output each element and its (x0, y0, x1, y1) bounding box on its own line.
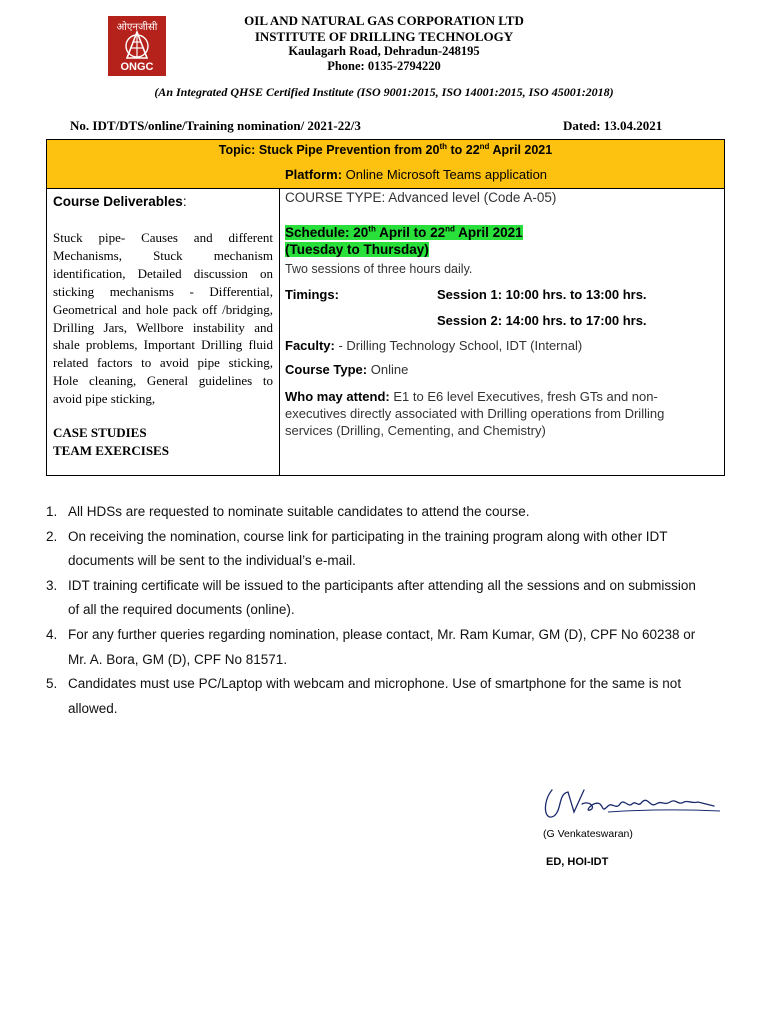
list-item (46, 672, 696, 721)
schedule-sup-1: th (368, 224, 376, 233)
schedule-prefix: Schedule: 20 (285, 224, 369, 240)
list-item-number: 4. (46, 626, 58, 642)
faculty-label: Faculty: (285, 338, 335, 353)
topic-mid: to 22 (447, 143, 480, 158)
topic-sup-2: nd (479, 142, 490, 151)
who-label: Who may attend: (285, 389, 390, 404)
course-table (46, 139, 725, 476)
platform-line (285, 167, 547, 182)
case-studies: CASE STUDIES (53, 425, 147, 440)
list-item-number: 5. (46, 676, 58, 692)
topic-band (47, 140, 724, 189)
course-type-line (285, 362, 408, 377)
list-item-text: Candidates must use PC/Laptop with webcam and microphone. Use of smartphone for the same is not allowed. (68, 676, 682, 716)
list-item (46, 623, 696, 672)
course-type-value: Online (367, 362, 409, 377)
date: Dated: 13.04.2021 (563, 118, 663, 133)
schedule-sup-2: nd (445, 224, 455, 233)
topic-line (47, 142, 724, 157)
list-item (46, 525, 696, 574)
schedule-days-line (285, 242, 429, 257)
signatory-name: (G Venkateswaran) (543, 828, 633, 840)
logo-hindi-text: ओएनजीसी (116, 22, 158, 33)
list-item (46, 500, 696, 525)
faculty-value: - Drilling Technology School, IDT (Internal) (334, 338, 583, 353)
schedule-line (285, 224, 523, 240)
schedule-mid: April to 22 (375, 224, 446, 240)
list-item (46, 574, 696, 623)
deliverables-title-text: Course Deliverables (53, 194, 183, 209)
deliverables-title (53, 194, 187, 209)
team-exercises: TEAM EXERCISES (53, 443, 169, 458)
institute-name: INSTITUTE OF DRILLING TECHNOLOGY (254, 29, 514, 44)
org-name: OIL AND NATURAL GAS CORPORATION LTD (244, 13, 524, 28)
schedule-suffix: April 2021 (454, 224, 523, 240)
course-type-label: Course Type: (285, 362, 368, 377)
deliverables-text: Stuck pipe- Causes and different Mechanisms, Stuck mechanism identification, Detailed discussion on sticking mechanisms - Differential, Geometrical and hole pack off /bridging, Drilling Jars, Wellbore instability and shale problems, Important Drilling fluid related factors to avoid pipe sticking, Hole cleaning, General guidelines to avoid pipe sticking, (53, 230, 273, 407)
topic-suffix: April 2021 (489, 143, 553, 158)
schedule-highlight (285, 225, 523, 240)
list-item-text: All HDSs are requested to nominate suitable candidates to attend the course. (68, 504, 530, 519)
session-1: Session 1: 10:00 hrs. to 13:00 hrs. (437, 287, 647, 302)
phone: Phone: 0135-2794220 (327, 59, 441, 73)
platform-value: Online Microsoft Teams application (345, 167, 548, 182)
reference-number: No. IDT/DTS/online/Training nomination/ 2021-22/3 (70, 118, 361, 133)
list-item-number: 3. (46, 577, 58, 593)
instructions-list (46, 500, 696, 721)
topic-sup-1: th (439, 142, 447, 151)
handwritten-signature (538, 782, 728, 832)
column-divider (279, 188, 280, 475)
logo-brand-text: ONGC (120, 61, 154, 73)
sessions-note: Two sessions of three hours daily. (285, 262, 473, 276)
list-item-number: 1. (46, 504, 58, 519)
topic-prefix: Topic: Stuck Pipe Prevention from 20 (218, 143, 440, 158)
course-type-header: COURSE TYPE: Advanced level (Code A-05) (285, 190, 557, 205)
timings-label: Timings: (285, 287, 339, 302)
list-item-text: On receiving the nomination, course link for participating in the training program along with other IDT documents will be sent to the individual’s e-mail. (68, 528, 668, 569)
session-2: Session 2: 14:00 hrs. to 17:00 hrs. (437, 313, 647, 328)
list-item-text: For any further queries regarding nomination, please contact, Mr. Ram Kumar, GM (D), CPF No 60238 or Mr. A. Bora, GM (D), CPF No 81571. (68, 626, 696, 667)
signatory-title: ED, HOI-IDT (546, 856, 609, 868)
certification-line: (An Integrated QHSE Certified Institute (ISO 9001:2015, ISO 14001:2015, ISO 45001:2018) (154, 85, 614, 99)
who-may-attend (285, 388, 710, 439)
deliverables-colon: : (182, 194, 187, 209)
who-value: E1 to E6 level Executives, fresh GTs and non-executives directly associated with Drilling operations from Drilling services (Drilling, Cementing, and Chemistry) (285, 389, 665, 438)
address: Kaulagarh Road, Dehradun-248195 (288, 44, 480, 58)
list-item-number: 2. (46, 528, 58, 544)
platform-label: Platform: (285, 167, 346, 182)
faculty-line (285, 338, 582, 353)
list-item-text: IDT training certificate will be issued to the participants after attending all the sessions and on submission of all the required documents (online). (68, 577, 696, 618)
schedule-days: (Tuesday to Thursday) (285, 242, 429, 257)
